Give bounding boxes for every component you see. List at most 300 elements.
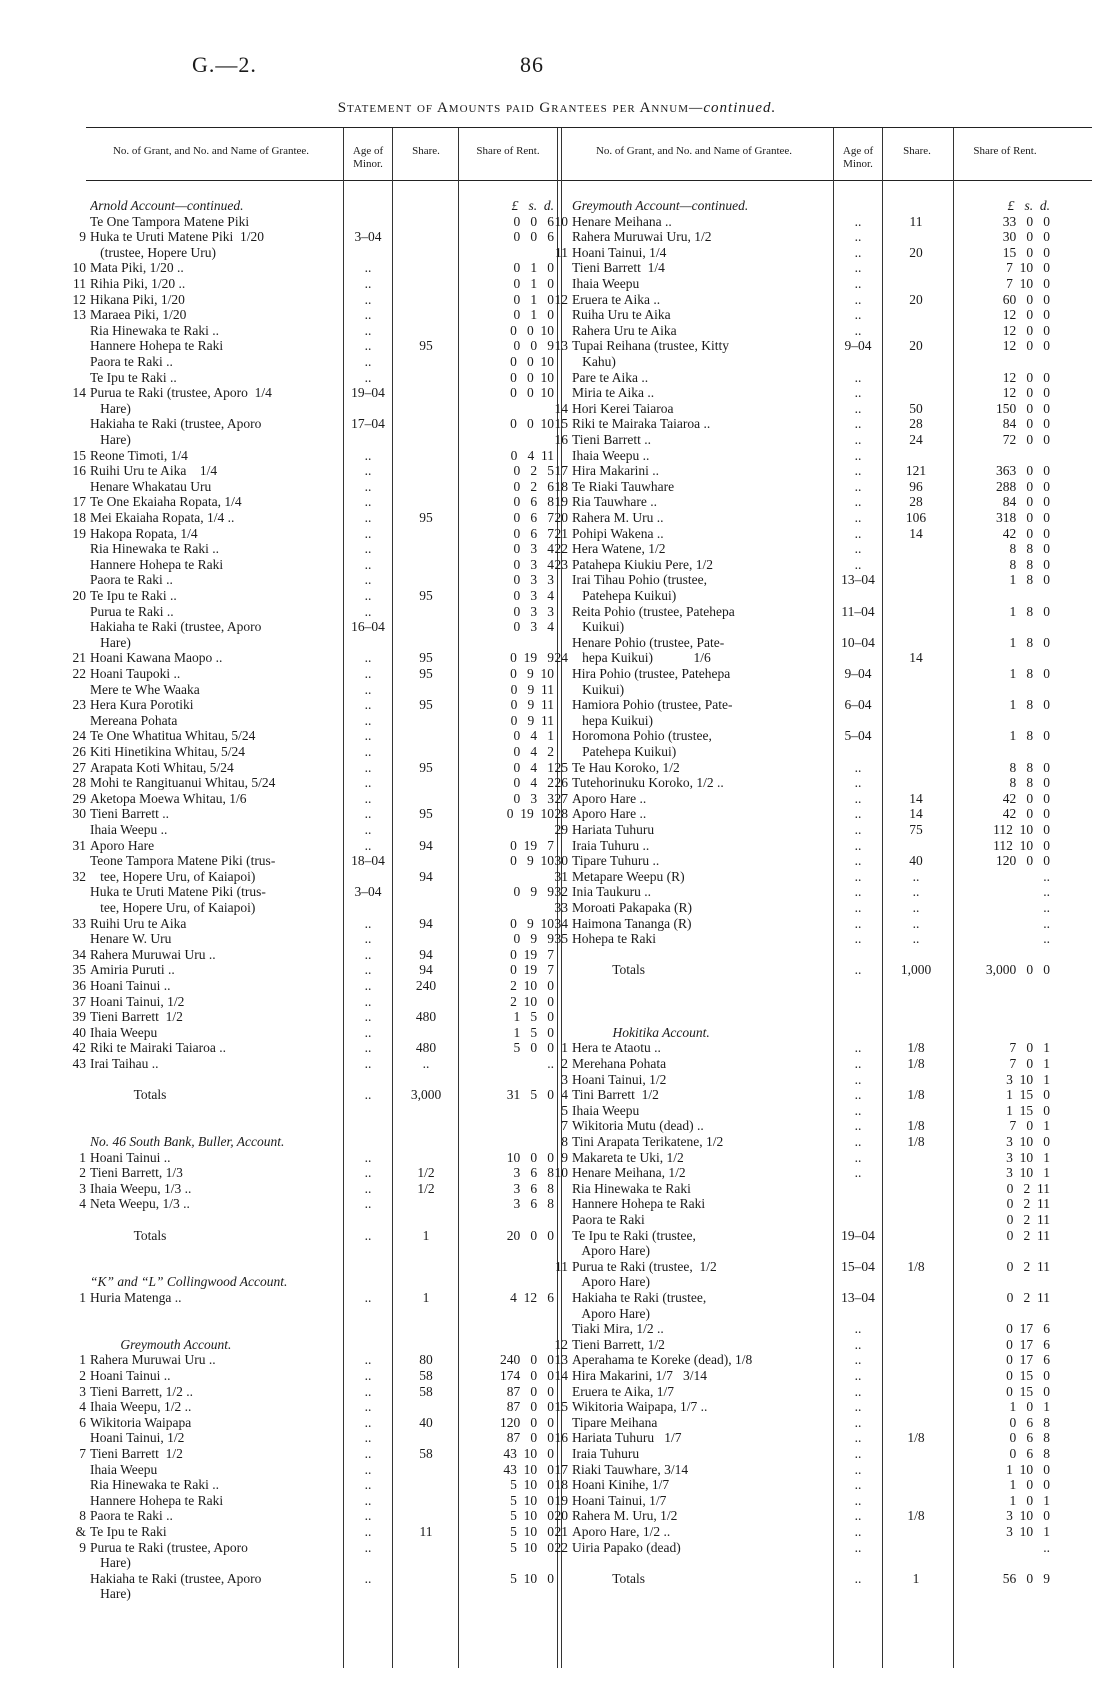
grantee-name: Aporo Hare): [572, 1243, 650, 1259]
minor-age: 16–04: [351, 619, 385, 635]
share: 1/8: [907, 1508, 925, 1524]
minor-age: ..: [854, 1477, 862, 1493]
rent: 120 0 0: [996, 853, 1050, 869]
grant-no: 21: [72, 650, 86, 666]
grantee-name: Tini Barrett 1/2: [572, 1087, 659, 1103]
rent: 3 10 1: [1006, 1071, 1050, 1087]
minor-age: 13–04: [841, 572, 875, 588]
minor-age: ..: [364, 1430, 372, 1446]
share: 58: [419, 1368, 433, 1383]
grantee-name: Hikana Piki, 1/20: [90, 291, 185, 307]
grantee-name: Metapare Weepu (R): [572, 868, 685, 884]
grantee-name: Merehana Pohata: [572, 1056, 667, 1071]
grant-no: 12: [554, 1336, 568, 1352]
rent: 42 0 0: [1002, 790, 1050, 806]
grantee-name: Irai Tihau Pohio (trustee,: [572, 572, 707, 588]
grantee-name: Wikitoria Waipapa: [90, 1414, 192, 1430]
minor-age: ..: [854, 213, 862, 229]
grantee-name: (trustee, Hopere Uru): [90, 244, 216, 260]
minor-age: ..: [364, 650, 372, 666]
rent: 7 0 1: [1009, 1118, 1050, 1134]
rent: 87 0 0: [506, 1430, 554, 1446]
share: 94: [419, 915, 433, 931]
rent: 2 10 0: [510, 978, 554, 993]
rent: 84 0 0: [1002, 416, 1050, 432]
grant-no: 17: [554, 1461, 568, 1477]
share: 1/8: [907, 1134, 925, 1149]
grantee-name: Paora te Raki ..: [90, 354, 173, 369]
rent: 0 2 11: [1006, 1227, 1050, 1243]
grant-no: 8: [79, 1508, 86, 1524]
grant-no: 5: [561, 1102, 568, 1118]
share: 58: [419, 1383, 433, 1399]
rent: 0 2 11: [1006, 1196, 1050, 1212]
rent: 0 9 10: [510, 666, 554, 681]
grantee-name: Irai Taihau ..: [90, 1056, 159, 1071]
minor-age: ..: [364, 1539, 372, 1555]
grant-no: 14: [554, 1368, 568, 1383]
rent: 240 0 0: [500, 1352, 554, 1368]
grantee-name: Rahera Muruwai Uru, 1/2: [572, 229, 712, 245]
grantee-name: Totals: [572, 962, 646, 978]
rent: 0 1 0: [513, 307, 554, 323]
rent: 3 10 1: [1006, 1149, 1050, 1165]
grantee-name: Ihaia Weepu: [90, 1461, 158, 1477]
grantee-name: Patahepa Kiukiu Pere, 1/2: [572, 556, 713, 572]
share: ..: [912, 884, 920, 900]
share: 1/8: [907, 1040, 925, 1056]
rent: 42 0 0: [1002, 525, 1050, 541]
rent: 120 0 0: [500, 1414, 554, 1430]
rent: 0 2 11: [1006, 1258, 1050, 1274]
rent: ..: [1043, 931, 1050, 947]
minor-age: ..: [854, 822, 862, 837]
minor-age: ..: [364, 946, 372, 962]
share: 95: [419, 697, 433, 713]
grantee-name: Henare W. Uru: [90, 931, 172, 947]
grantee-name: Ria Hinewaka te Raki ..: [90, 1477, 219, 1493]
rent: 12 0 0: [1002, 322, 1050, 338]
rent: 1 8 0: [1009, 666, 1050, 681]
minor-age: ..: [854, 759, 862, 775]
share: 1: [912, 1570, 920, 1586]
rent: 288 0 0: [996, 478, 1050, 494]
minor-age: ..: [364, 354, 372, 369]
grantee-name: Hoani Tainui, 1/2: [90, 1430, 185, 1446]
rent: 1 5 0: [513, 1024, 554, 1040]
share: 20: [909, 338, 923, 354]
rent: 150 0 0: [996, 400, 1050, 416]
grantee-name: Makareta te Uki, 1/2: [572, 1149, 684, 1165]
grantee-name: Paora te Raki ..: [90, 572, 173, 588]
grantee-name: Rahera Uru te Aika: [572, 322, 677, 338]
grantee-name: Hannere Hohepa te Raki: [90, 1492, 224, 1508]
minor-age: 19–04: [841, 1227, 875, 1243]
grant-no: 7: [561, 1118, 568, 1134]
grantee-name: Pohipi Wakena ..: [572, 525, 664, 541]
grantee-name: Greymouth Account—continued.: [572, 198, 749, 213]
col-header-name-right: No. of Grant, and No. and Name of Grantee.: [595, 145, 793, 157]
grant-no: 26: [72, 744, 86, 759]
grantee-name: Henare Meihana, 1/2: [572, 1165, 686, 1181]
grantee-name: Tiaki Mira, 1/2 ..: [572, 1321, 664, 1337]
share: 240: [415, 978, 437, 993]
grantee-name: Tieni Barrett, 1/2 ..: [90, 1383, 193, 1399]
minor-age: ..: [364, 666, 372, 681]
grant-no: 9: [561, 1149, 568, 1165]
grant-no: 16: [554, 432, 568, 447]
minor-age: ..: [364, 338, 372, 354]
rent: 30 0 0: [1002, 229, 1050, 245]
share: 1/8: [907, 1118, 925, 1134]
grantee-name: Mere te Whe Waaka: [90, 681, 200, 697]
grantee-name: Tini Arapata Terikatene, 1/2: [572, 1134, 724, 1149]
share: 14: [909, 650, 923, 666]
share: 20: [909, 291, 923, 307]
rent: 0 19 9: [510, 650, 554, 666]
grantee-name: Hoani Tainui, 1/7: [572, 1492, 667, 1508]
share: 75: [909, 822, 923, 837]
rent: 3 10 0: [1006, 1508, 1050, 1524]
share: 1/2: [417, 1180, 435, 1196]
share: 106: [905, 510, 927, 525]
grantee-name: Mei Ekaiaha Ropata, 1/4 ..: [90, 510, 235, 525]
minor-age: ..: [364, 447, 372, 463]
rent: 0 9 9: [513, 884, 554, 900]
minor-age: ..: [364, 1165, 372, 1181]
minor-age: ..: [854, 307, 862, 323]
grant-no: 2: [561, 1056, 568, 1071]
rent: 0 2 11: [1006, 1290, 1050, 1305]
grant-no: 29: [554, 822, 568, 837]
grantee-name: Riki te Mairaka Taiaroa ..: [572, 416, 711, 432]
grantee-name: Ruihi Uru te Aika: [90, 915, 187, 931]
title-main: Statement of Amounts paid Grantees per Annum: [337, 100, 690, 116]
minor-age: ..: [364, 1180, 372, 1196]
rent: 0 4 2: [513, 744, 554, 759]
rent: 1 8 0: [1009, 634, 1050, 650]
minor-age: ..: [854, 837, 862, 853]
share: 95: [419, 806, 433, 822]
grantee-name: Ria Hinewaka te Raki ..: [90, 322, 219, 338]
minor-age: ..: [364, 494, 372, 510]
grantee-name: Hamiora Pohio (trustee, Pate-: [572, 697, 733, 713]
grant-no: 30: [554, 853, 568, 869]
minor-age: ..: [364, 1383, 372, 1399]
grantee-name: Hoani Kinihe, 1/7: [572, 1477, 670, 1493]
rent: 0 6 8: [1009, 1430, 1050, 1446]
grantee-name: Pare te Aika ..: [572, 369, 649, 385]
minor-age: ..: [854, 463, 862, 479]
rent: 7 0 1: [1009, 1040, 1050, 1056]
rent: 1 8 0: [1009, 603, 1050, 619]
grant-no: 11: [555, 244, 568, 260]
minor-age: ..: [854, 556, 862, 572]
minor-age: ..: [854, 1336, 862, 1352]
grant-no: 10: [554, 1165, 568, 1181]
grantee-name: Hohepa te Raki: [572, 931, 656, 947]
grant-no: 15: [554, 416, 568, 432]
share: 96: [909, 478, 923, 494]
grantee-name: Wikitoria Waipapa, 1/7 ..: [572, 1399, 708, 1415]
grant-no: 4: [79, 1196, 86, 1212]
minor-age: ..: [854, 1539, 862, 1555]
grant-no: 19: [72, 525, 86, 541]
grantee-name: Huka te Uruti Matene Piki (trus-: [90, 884, 266, 900]
grantee-name: Rahera Muruwai Uru ..: [90, 1352, 216, 1368]
rent: 0 15 0: [1006, 1368, 1050, 1383]
rent: 1 8 0: [1009, 572, 1050, 588]
grantee-name: “K” and “L” Collingwood Account.: [90, 1274, 288, 1290]
rent: 1 10 0: [1006, 1461, 1050, 1477]
share: ..: [912, 900, 920, 915]
grant-no: 26: [554, 775, 568, 791]
share: 1/8: [907, 1430, 925, 1446]
minor-age: ..: [364, 603, 372, 619]
share: 94: [419, 946, 433, 962]
grantee-name: Te Ipu te Raki ..: [90, 588, 177, 603]
minor-age: ..: [854, 494, 862, 510]
rent: 0 15 0: [1006, 1383, 1050, 1399]
grantee-name: Hori Kerei Taiaroa: [572, 400, 674, 416]
minor-age: ..: [854, 884, 862, 900]
minor-age: ..: [364, 1352, 372, 1368]
minor-age: ..: [854, 229, 862, 245]
grant-no: 2: [79, 1368, 86, 1383]
grantee-name: Tupai Reihana (trustee, Kitty: [572, 338, 729, 354]
minor-age: ..: [364, 837, 372, 853]
rent: 3 10 1: [1006, 1524, 1050, 1539]
grant-no: 17: [72, 494, 86, 510]
share: 1/8: [907, 1056, 925, 1071]
rent: 72 0 0: [1002, 432, 1050, 447]
grantee-name: Hakopa Ropata, 1/4: [90, 525, 198, 541]
grantee-name: Teone Tampora Matene Piki (trus-: [90, 853, 276, 869]
grant-no: 19: [554, 1492, 568, 1508]
grant-no: 16: [554, 1430, 568, 1446]
minor-age: 13–04: [841, 1290, 875, 1305]
rent: 3 6 8: [513, 1165, 554, 1181]
minor-age: 9–04: [844, 666, 872, 681]
grantee-name: Ihaia Weepu, 1/3 ..: [90, 1180, 192, 1196]
grantee-name: Hera Watene, 1/2: [572, 541, 666, 557]
grantee-name: Tipare Meihana: [572, 1414, 658, 1430]
grantee-name: Ria Tauwhare ..: [572, 494, 658, 510]
minor-age: ..: [854, 1570, 862, 1586]
rent: 0 6 8: [1009, 1446, 1050, 1461]
grant-no: 43: [72, 1056, 86, 1071]
rent: 0 9 11: [510, 712, 554, 728]
rent: 0 17 6: [1006, 1352, 1050, 1368]
rent: 0 4 11: [510, 447, 554, 463]
grantee-name: Ria Hinewaka te Raki ..: [90, 541, 219, 557]
minor-age: ..: [854, 1102, 862, 1118]
grantee-name: Hoani Tainui ..: [90, 1149, 171, 1165]
grantee-name: Mereana Pohata: [90, 712, 178, 728]
grant-no: 14: [554, 400, 568, 416]
rent: 0 3 3: [513, 603, 554, 619]
grant-no: 3: [79, 1180, 86, 1196]
share: ..: [422, 1056, 430, 1071]
grant-no: 13: [554, 1352, 568, 1368]
grant-no: 18: [554, 478, 568, 494]
grantee-name: Henare Meihana ..: [572, 213, 672, 229]
grantee-name: Paora te Raki ..: [90, 1508, 173, 1524]
page-number: 86: [520, 52, 544, 77]
share: 14: [909, 806, 923, 822]
grantee-name: Hera te Ataotu ..: [572, 1040, 661, 1056]
minor-age: ..: [854, 1071, 862, 1087]
grantee-name: Hannere Hohepa te Raki: [90, 338, 224, 354]
grant-no: 31: [72, 837, 86, 853]
grant-no: 1: [79, 1352, 86, 1368]
minor-age: ..: [364, 463, 372, 479]
grantee-name: Riki te Mairaki Taiaroa ..: [90, 1040, 227, 1056]
grant-no: 39: [72, 1009, 86, 1025]
grant-no: 29: [72, 790, 86, 806]
rent: 12 0 0: [1002, 369, 1050, 385]
grantee-name: Purua te Raki (trustee, 1/2: [572, 1258, 717, 1274]
minor-age: ..: [854, 1134, 862, 1149]
rent: 5 10 0: [510, 1508, 554, 1524]
rent: 5 10 0: [510, 1539, 554, 1555]
grantee-name: tee, Hopere Uru, of Kaiapoi): [90, 900, 256, 915]
rent: 56 0 9: [1002, 1570, 1050, 1586]
grantee-name: Hira Makarini, 1/7 3/14: [572, 1368, 707, 1383]
grantee-name: Aporo Hare): [572, 1274, 650, 1290]
rent: 87 0 0: [506, 1399, 554, 1415]
rent: 0 19 10: [506, 806, 554, 822]
minor-age: ..: [854, 510, 862, 525]
header-rule: [86, 180, 1092, 181]
share: 95: [419, 338, 433, 354]
minor-age: ..: [364, 978, 372, 993]
header-left: G.—2.: [192, 52, 257, 77]
minor-age: ..: [854, 416, 862, 432]
rent: 2 10 0: [510, 993, 554, 1009]
grant-no: 27: [72, 759, 86, 775]
share: 1/2: [417, 1165, 435, 1181]
grant-no: 20: [554, 510, 568, 525]
rent: 0 0 6: [513, 213, 554, 229]
grantee-name: Ihaia Weepu ..: [572, 447, 650, 463]
grantee-name: Hira Makarini ..: [572, 463, 659, 479]
grantee-name: Uiria Papako (dead): [572, 1539, 681, 1555]
rent: 1 5 0: [513, 1009, 554, 1025]
grant-no: &: [75, 1524, 86, 1539]
rent: 7 10 0: [1006, 276, 1050, 291]
share: ..: [912, 868, 920, 884]
rent: ..: [1043, 1539, 1050, 1555]
grantee-name: Purua te Raki (trustee, Aporo: [90, 1539, 248, 1555]
minor-age: ..: [364, 525, 372, 541]
minor-age: ..: [364, 1570, 372, 1586]
grant-no: 12: [554, 291, 568, 307]
grant-no: 24: [554, 650, 568, 666]
grantee-name: Tipare Tuhuru ..: [572, 853, 660, 869]
grant-no: 18: [72, 510, 86, 525]
minor-age: ..: [364, 1508, 372, 1524]
minor-age: ..: [854, 1461, 862, 1477]
grant-no: 8: [561, 1134, 568, 1149]
grant-no: 20: [72, 588, 86, 603]
rent: ..: [1043, 900, 1050, 915]
minor-age: ..: [854, 1414, 862, 1430]
grantee-name: Aketopa Moewa Whitau, 1/6: [90, 790, 247, 806]
minor-age: ..: [854, 1321, 862, 1337]
grantee-name: Kuikui): [572, 681, 625, 697]
grantee-name: Kiti Hinetikina Whitau, 5/24: [90, 744, 245, 759]
rent: 363 0 0: [996, 463, 1050, 479]
grantee-name: Neta Weepu, 1/3 ..: [90, 1196, 190, 1212]
minor-age: ..: [854, 1056, 862, 1071]
minor-age: ..: [364, 1414, 372, 1430]
grant-no: 27: [554, 790, 568, 806]
minor-age: ..: [854, 525, 862, 541]
minor-age: ..: [364, 1492, 372, 1508]
rent: 7 10 0: [1006, 260, 1050, 276]
rent: 0 0 10: [510, 416, 554, 432]
share: 3,000: [410, 1087, 442, 1103]
minor-age: 15–04: [841, 1258, 875, 1274]
rent: 0 0 10: [510, 369, 554, 385]
rent: 7 0 1: [1009, 1056, 1050, 1071]
minor-age: 10–04: [841, 634, 875, 650]
minor-age: ..: [364, 1087, 372, 1103]
grantee-name: Arnold Account—continued.: [90, 198, 244, 213]
rent: 3,000 0 0: [985, 962, 1050, 978]
col-header-age-left: Age of Minor.: [352, 145, 384, 170]
grantee-name: Purua te Raki ..: [90, 603, 174, 619]
grant-no: 15: [554, 1399, 568, 1415]
minor-age: ..: [364, 728, 372, 744]
grant-no: 34: [72, 946, 86, 962]
share: 95: [419, 650, 433, 666]
rent: 0 9 9: [513, 931, 554, 947]
minor-age: ..: [364, 775, 372, 791]
grantee-name: Te Ipu te Raki: [90, 1524, 167, 1539]
grantee-name: Eruera te Aika, 1/7: [572, 1383, 674, 1399]
rent: 42 0 0: [1002, 806, 1050, 822]
rent: 31 5 0: [506, 1087, 554, 1103]
grantee-name: Ruihi Uru te Aika 1/4: [90, 463, 218, 479]
rent: 112 10 0: [993, 837, 1050, 853]
share: 1: [422, 1227, 430, 1243]
rent: 0 9 11: [510, 697, 554, 713]
grant-no: 32: [72, 868, 86, 884]
rent: 0 9 10: [510, 853, 554, 869]
minor-age: ..: [364, 307, 372, 323]
grant-no: 35: [72, 962, 86, 978]
share: 24: [909, 432, 923, 447]
share: 480: [415, 1040, 437, 1056]
minor-age: ..: [364, 556, 372, 572]
minor-age: ..: [364, 744, 372, 759]
rent: 0 19 7: [510, 946, 554, 962]
grant-no: 34: [554, 915, 568, 931]
rent: 1 0 0: [1009, 1477, 1050, 1493]
grant-no: 21: [554, 1524, 568, 1539]
minor-age: ..: [854, 806, 862, 822]
grantee-name: Horomona Pohio (trustee,: [572, 728, 712, 744]
grant-no: 9: [79, 229, 86, 245]
rent: 0 17 6: [1006, 1321, 1050, 1337]
grantee-name: Totals: [90, 1227, 167, 1243]
rent: 4 12 6: [510, 1290, 554, 1305]
rent: 5 0 0: [513, 1040, 554, 1056]
grant-no: 33: [554, 900, 568, 915]
grantee-name: Aporo Hare): [572, 1305, 650, 1321]
